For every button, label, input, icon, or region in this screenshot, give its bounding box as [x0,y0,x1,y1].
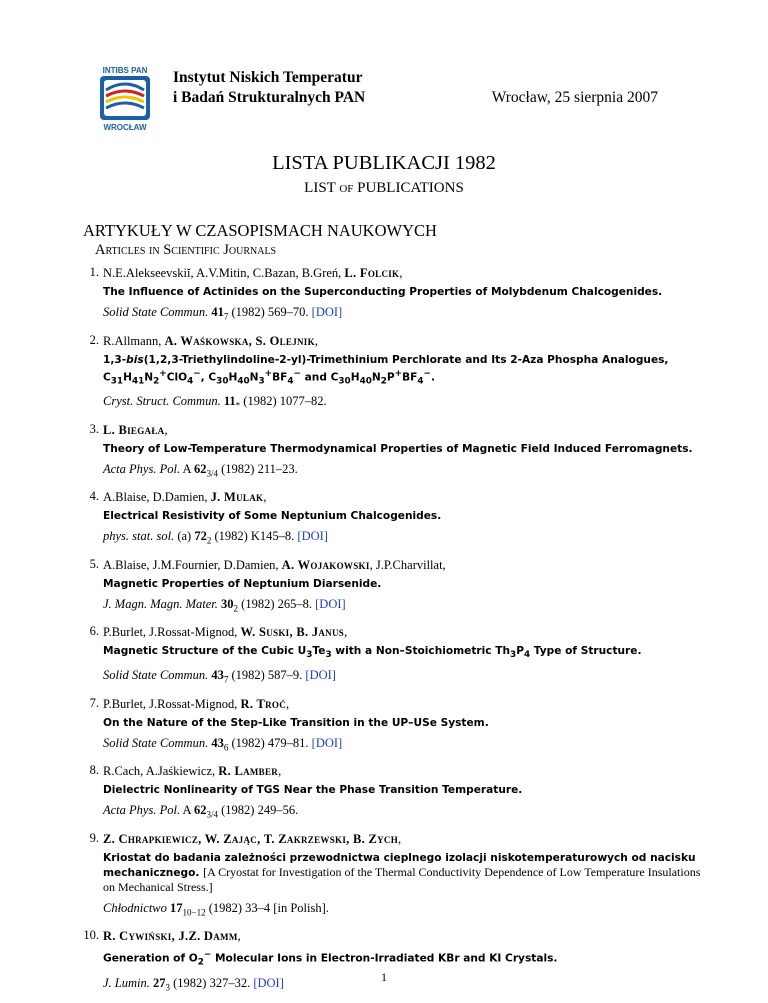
journal-issue: 2 [206,535,212,546]
journal-issue: 7 [223,311,229,322]
journal-reference: Solid State Commun. $43_6$ (1982) 479–81. [DOI] [103,735,343,753]
page-number: 1 [381,970,387,984]
journal-volume: 43 [211,735,224,750]
journal-issue: 10−12 [182,907,206,918]
entry-authors: R. Cywiński, J.Z. Damm, [103,929,241,944]
article-title: Magnetic Properties of Neptunium Diarsenide. [103,577,382,590]
entry-number: 10. [83,928,99,943]
journal-reference: J. Magn. Magn. Mater. $30_2$ (1982) 265–8. [DOI] [103,596,346,614]
journal-issue: 6 [223,742,229,753]
entry-number: 2. [89,332,99,347]
publication-entry [83,763,703,823]
journal-reference: J. Lumin. $27_3$ (1982) 327–32. [DOI] [103,975,284,993]
section-title-pl: ARTYKUŁY W CZASOPISMACH NAUKOWYCH [83,221,437,240]
article-title: 1,3-bis(1,2,3-Triethylindoline-2-yl)-Trimethinium Perchlorate and Its 2-Aza Phospha Analogues, $C_{31}H_{41}N_2^+ClO_4^-$, $C_{30}H_{40}N_3^+BF_4^-$ and $C_{30}H_{40}N_2P^+BF_4^-$. [103,353,669,387]
article-title: Kriostat do badania zależności przewodnictwa cieplnego izolacji niskotemperaturowych od nacisku mechanicznego. [A Cryostat for Investigation of the Thermal Conductivity Dependence of Low Temperature Insulations on Mechanical Stress.] [103,851,701,894]
journal-name: Cryst. Struct. Commun. [103,394,221,409]
publication-entry [83,333,703,414]
publication-entry [83,489,703,549]
journal-reference: Solid State Commun. $43_7$ (1982) 587–9. [DOI] [103,668,336,685]
institute-authors: L. Folcik [344,266,400,280]
institute-authors: J. Mulak [210,490,264,505]
article-title: Dielectric Nonlinearity of TGS Near the Phase Transition Temperature. [103,784,523,797]
institute-name [173,68,365,108]
article-title: The Influence of Actinides on the Superconducting Properties of Molybdenum Chalcogenides. [103,286,663,298]
institute-line-2: i Badań Strukturalnych PAN [173,89,366,106]
publication-entry [83,557,703,617]
entry-authors: P.Burlet, J.Rossat-Mignod, W. Suski, B. Janus, [103,625,348,640]
entry-authors: P.Burlet, J.Rossat-Mignod, R. Troć, [103,696,290,711]
institute-authors: R. Cywiński, J.Z. Damm [103,929,238,944]
entry-number: 1. [89,265,99,279]
journal-volume: 62 [193,803,207,818]
entry-authors: N.E.Alekseevskiĭ, A.V.Mitin, C.Bazan, B.Greń, L. Folcik, [103,266,403,280]
institute-authors: A. Waśkowska, S. Olejnik [164,333,315,348]
article-title: Theory of Low-Temperature Thermodynamical Properties of Magnetic Field Induced Ferromagnets. [103,442,693,455]
journal-volume: 27 [153,975,166,990]
article-title: Generation of $O_2^-$ Molecular Ions in Electron-Irradiated KBr and KI Crystals. [103,950,558,968]
institute-line-1: Instytut Niskich Temperatur [173,69,363,86]
article-title: On the Nature of the Step-Like Transition in the UP–USe System. [103,716,489,729]
institute-authors: W. Suski, B. Janus [240,625,345,640]
journal-issue: 7 [223,674,229,685]
entry-number: 8. [89,763,99,778]
journal-volume: 43 [211,668,224,683]
journal-volume: 30 [221,596,234,611]
journal-name: Acta Phys. Pol. [103,803,181,818]
svg-text:INTIBS PAN: INTIBS PAN [102,66,148,75]
place-date: Wrocław, 25 sierpnia 2007 [491,89,658,106]
journal-issue: 3 [165,982,170,993]
article-title: Magnetic Structure of the Cubic $U_3Te_3$ with a Non–Stoichiometric $Th_3P_4$ Type of Structure. [103,645,642,661]
journal-name: J. Magn. Magn. Mater. [103,596,218,611]
publication-entry [83,696,703,756]
journal-volume: 41 [211,305,224,319]
entry-number: 7. [89,695,99,710]
journal-reference: Acta Phys. Pol. A $62_{3/4}$ (1982) 249–56. [103,803,299,820]
journal-reference: phys. stat. sol. (a) $72_2$ (1982) K145–8. [DOI] [103,529,328,546]
publication-entry [83,265,703,325]
doi-link[interactable]: [DOI] [311,735,343,750]
page-header [0,0,768,140]
section-heading [83,221,437,259]
journal-name: Chłodnictwo [103,900,167,915]
journal-name: phys. stat. sol. [103,529,175,544]
publication-entry [83,422,703,482]
doi-link[interactable]: [DOI] [297,529,328,544]
journal-issue: 3/4 [206,809,218,820]
journal-issue: 2 [233,603,239,614]
journal-volume: 17 [170,900,183,915]
svg-text:WROCŁAW: WROCŁAW [103,123,147,132]
journal-name: Solid State Commun. [103,305,209,319]
section-title-en: Articles in Scientific Journals [95,242,277,258]
journal-reference: Cryst. Struct. Commun. $11_*$ (1982) 1077–82. [103,394,327,411]
institute-authors: Z. Chrapkiewicz, W. Zając, T. Zakrzewski, B. Zych [103,831,398,846]
journal-volume: 72 [194,529,207,544]
entry-authors: R.Allmann, A. Waśkowska, S. Olejnik, [103,333,319,348]
institute-authors: R. Lamber [218,764,279,779]
journal-reference: Solid State Commun. $41_7$ (1982) 569–70. [DOI] [103,305,343,322]
institute-authors: R. Troć [240,696,287,711]
publication-entry [83,624,703,688]
page-title: LISTA PUBLIKACJI 1982 [272,152,496,174]
entry-number: 3. [89,421,99,436]
entry-authors: R.Cach, A.Jaśkiewicz, R. Lamber, [103,764,282,779]
entry-number: 9. [89,830,99,845]
doi-link[interactable]: [DOI] [311,305,343,319]
journal-volume: 62 [193,461,207,476]
journal-name: Solid State Commun. [103,668,209,683]
entry-number: 6. [89,624,99,639]
journal-name: Solid State Commun. [103,735,209,750]
journal-reference: Acta Phys. Pol. A $62_{3/4}$ (1982) 211–23. [103,461,298,479]
article-title: Electrical Resistivity of Some Neptunium Chalcogenides. [103,510,442,523]
doi-link[interactable]: [DOI] [305,668,336,683]
entry-authors: A.Blaise, J.M.Fournier, D.Damien, A. Wojakowski, J.P.Charvillat, [103,557,446,572]
entry-authors: A.Blaise, D.Damien, J. Mulak, [103,490,267,505]
journal-issue: 3/4 [206,468,218,479]
publication-entry [83,928,703,995]
entry-authors: Z. Chrapkiewicz, W. Zając, T. Zakrzewski, B. Zych, [103,831,402,846]
page-subtitle: LIST of PUBLICATIONS [304,180,464,196]
journal-reference: Chłodnictwo $17_{10-12}$ (1982) 33–4 [in Polish]. [103,900,329,918]
journal-volume: 11 [223,394,236,409]
publication-entry [83,831,703,921]
intibs-logo [96,64,154,132]
entry-number: 4. [89,489,99,504]
publication-list [83,265,703,1003]
institute-authors: L. Biegała [103,422,165,437]
journal-name: J. Lumin. [103,975,150,990]
title-translation: [A Cryostat for Investigation of the Thermal Conductivity Dependence of Low Temperature Insulations on Mechanical Stress.] [103,864,701,894]
doi-link[interactable]: [DOI] [253,975,284,990]
entry-number: 5. [89,556,99,571]
journal-name: Acta Phys. Pol. [103,461,181,476]
journal-issue: * [235,400,241,411]
entry-authors: L. Biegała, [103,422,168,437]
doi-link[interactable]: [DOI] [315,596,346,611]
institute-authors: A. Wojakowski [281,557,370,572]
